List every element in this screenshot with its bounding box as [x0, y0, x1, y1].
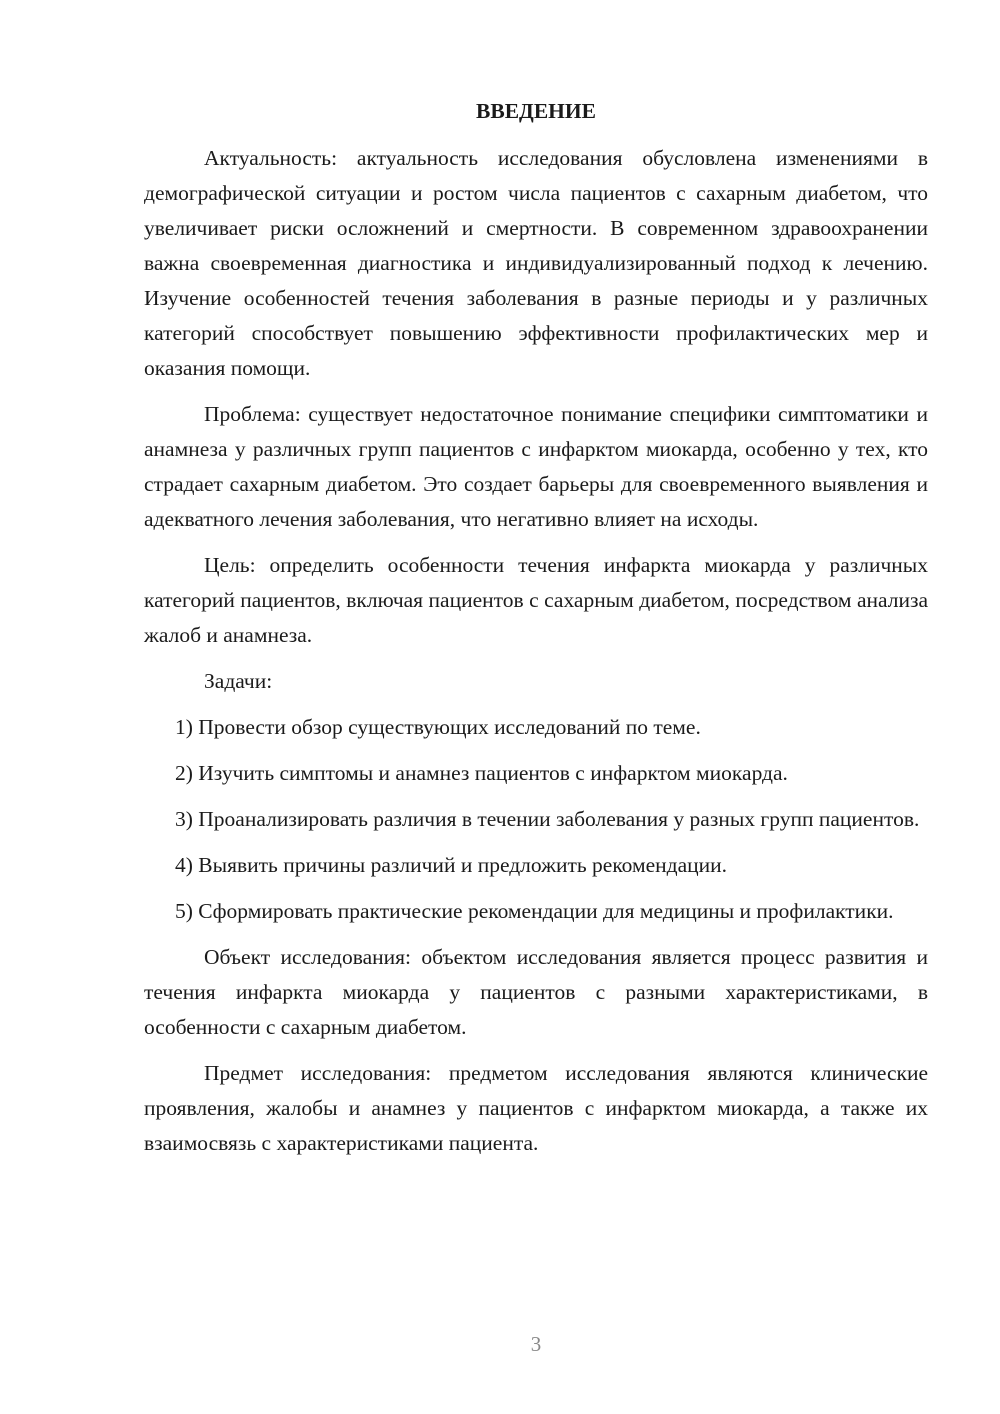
- list-item: 5) Сформировать практические рекомендации для медицины и профилактики.: [175, 899, 894, 923]
- list-item: 2) Изучить симптомы и анамнез пациентов с инфарктом миокарда.: [175, 761, 788, 785]
- document-page: [144, 94, 928, 1172]
- paragraph-subject: Предмет исследования: предметом исследования являются клинические проявления, жалобы и анамнез у пациентов с инфарктом миокарда, а также их взаимосвязь с характеристиками пациента.: [144, 1061, 928, 1155]
- list-item: 4) Выявить причины различий и предложить рекомендации.: [175, 853, 728, 877]
- paragraph-relevance: Актуальность: актуальность исследования обусловлена изменениями в демографической ситуации и ростом числа пациентов с сахарным диабетом, что увеличивает риски осложнений и смертности. В современном здравоохранении важна своевременная диагностика и индивидуализированный подход к лечению. Изучение особенностей течения заболевания в разные периоды и у различных категорий способствует повышению эффективности профилактических мер и оказания помощи.: [144, 146, 928, 380]
- list-item: 1) Провести обзор существующих исследований по теме.: [175, 715, 701, 739]
- paragraph-goal: Цель: определить особенности течения инфаркта миокарда у различных категорий пациентов, включая пациентов с сахарным диабетом, посредством анализа жалоб и анамнеза.: [144, 553, 928, 647]
- tasks-heading: Задачи:: [204, 669, 273, 693]
- list-item: 3) Проанализировать различия в течении заболевания у разных групп пациентов.: [175, 807, 920, 831]
- page-title: ВВЕДЕНИЕ: [476, 99, 596, 123]
- page-number: 3: [530, 1332, 542, 1356]
- paragraph-problem: Проблема: существует недостаточное понимание специфики симптоматики и анамнеза у различных групп пациентов с инфарктом миокарда, особенно у тех, кто страдает сахарным диабетом. Это создает барьеры для своевременного выявления и адекватного лечения заболевания, что негативно влияет на исходы.: [144, 402, 928, 531]
- paragraph-object: Объект исследования: объектом исследования является процесс развития и течения инфаркта миокарда у пациентов с разными характеристиками, в особенности с сахарным диабетом.: [144, 945, 928, 1039]
